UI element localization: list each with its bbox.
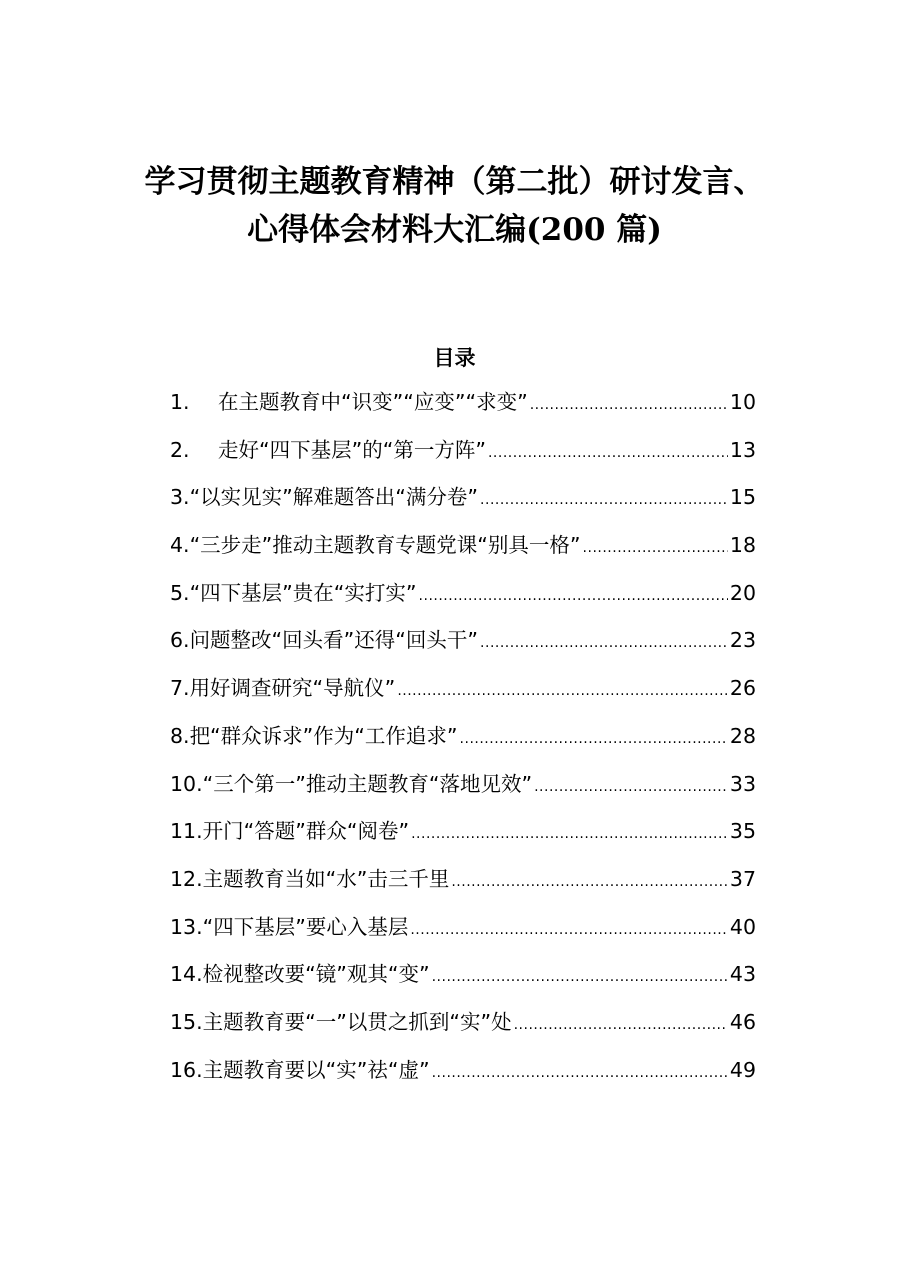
toc-dot-leader	[583, 540, 728, 556]
toc-entry-number: 14.	[170, 962, 203, 987]
toc-dot-leader	[419, 588, 728, 604]
toc-entry-page: 33	[729, 771, 756, 796]
toc-entry-title: “三个第一”推动主题教育“落地见效”	[202, 771, 533, 796]
toc-entry-title: 主题教育当如“水”击三千里	[202, 866, 450, 891]
toc-entry[interactable]	[170, 623, 756, 671]
toc-entry-number: 11.	[170, 819, 203, 844]
toc-entry[interactable]	[170, 814, 756, 862]
toc-entry[interactable]	[170, 862, 756, 910]
toc-entry-title: “四下基层”要心入基层	[202, 914, 409, 939]
table-of-contents	[170, 385, 756, 1100]
toc-entry-page: 49	[729, 1057, 756, 1082]
toc-entry-number: 13.	[170, 914, 203, 939]
toc-entry-number: 12.	[170, 866, 203, 891]
toc-entry-title: “三步走”推动主题教育专题党课“别具一格”	[189, 533, 581, 558]
toc-entry-page: 15	[729, 485, 756, 510]
toc-entry-number: 16.	[170, 1057, 203, 1082]
toc-dot-leader	[488, 445, 728, 461]
toc-entry[interactable]	[170, 528, 756, 576]
toc-entry[interactable]	[170, 1053, 756, 1101]
toc-entry-page: 10	[729, 390, 756, 414]
toc-entry-page: 18	[729, 533, 756, 558]
toc-entry[interactable]	[170, 576, 756, 624]
toc-entry-title: 开门“答题”群众“阅卷”	[202, 819, 410, 844]
toc-entry[interactable]	[170, 957, 756, 1005]
toc-entry-page: 35	[729, 819, 756, 844]
toc-entry-number: 7.	[170, 676, 190, 701]
toc-entry-number: 6.	[170, 628, 190, 653]
toc-dot-leader	[397, 683, 728, 699]
toc-dot-leader	[410, 922, 728, 938]
toc-entry[interactable]	[170, 910, 756, 958]
toc-entry-title: 把“群众诉求”作为“工作追求”	[189, 723, 458, 748]
document-title-line-2: 心得体会材料大汇编(200 篇)	[247, 212, 662, 248]
toc-entry-number: 5.	[170, 580, 190, 605]
toc-entry-title: “以实见实”解难题答出“满分卷”	[189, 485, 479, 510]
toc-entry-title: 主题教育要“一”以贯之抓到“实”处	[202, 1009, 512, 1034]
toc-dot-leader	[480, 635, 728, 651]
toc-dot-leader	[432, 969, 728, 985]
toc-dot-leader	[451, 874, 728, 890]
document-title-line-1: 学习贯彻主题教育精神（第二批）研讨发言、	[144, 164, 765, 200]
toc-entry-title: “四下基层”贵在“实打实”	[189, 580, 417, 605]
toc-dot-leader	[514, 1017, 728, 1033]
toc-entry-number: 10.	[170, 771, 203, 796]
toc-entry-title: 检视整改要“镜”观其“变”	[202, 962, 430, 987]
toc-entry-page: 28	[729, 723, 756, 748]
toc-entry-title: 问题整改“回头看”还得“回头干”	[189, 628, 479, 653]
toc-entry-title: 主题教育要以“实”祛“虚”	[202, 1057, 430, 1082]
toc-entry-page: 40	[729, 914, 756, 939]
toc-entry-number: 2.	[170, 437, 190, 462]
toc-entry-page: 37	[729, 866, 756, 891]
toc-dot-leader	[460, 731, 728, 747]
toc-entry-number: 1.	[170, 390, 190, 414]
toc-entry-page: 23	[729, 628, 756, 653]
toc-entry-number: 8.	[170, 723, 190, 748]
toc-entry[interactable]	[170, 385, 756, 433]
toc-dot-leader	[534, 779, 728, 795]
toc-dot-leader	[480, 492, 728, 508]
toc-entry-page: 13	[729, 437, 756, 462]
toc-entry-page: 46	[729, 1009, 756, 1034]
toc-heading: 目录	[433, 345, 476, 370]
toc-entry-number: 3.	[170, 485, 190, 510]
toc-entry[interactable]	[170, 433, 756, 481]
toc-entry-title: 在主题教育中“识变”“应变”“求变”	[218, 390, 528, 414]
toc-entry[interactable]	[170, 767, 756, 815]
toc-entry-number: 15.	[170, 1009, 203, 1034]
toc-dot-leader	[432, 1065, 728, 1081]
toc-dot-leader	[411, 826, 728, 842]
toc-entry-page: 20	[729, 580, 756, 605]
toc-entry-page: 26	[729, 676, 756, 701]
toc-entry[interactable]	[170, 480, 756, 528]
toc-entry-title: 走好“四下基层”的“第一方阵”	[218, 437, 486, 462]
toc-entry[interactable]	[170, 1005, 756, 1053]
toc-dot-leader	[530, 397, 728, 413]
toc-entry-title: 用好调查研究“导航仪”	[189, 676, 396, 701]
toc-entry[interactable]	[170, 671, 756, 719]
toc-entry[interactable]	[170, 719, 756, 767]
toc-entry-page: 43	[729, 962, 756, 987]
toc-entry-number: 4.	[170, 533, 190, 558]
